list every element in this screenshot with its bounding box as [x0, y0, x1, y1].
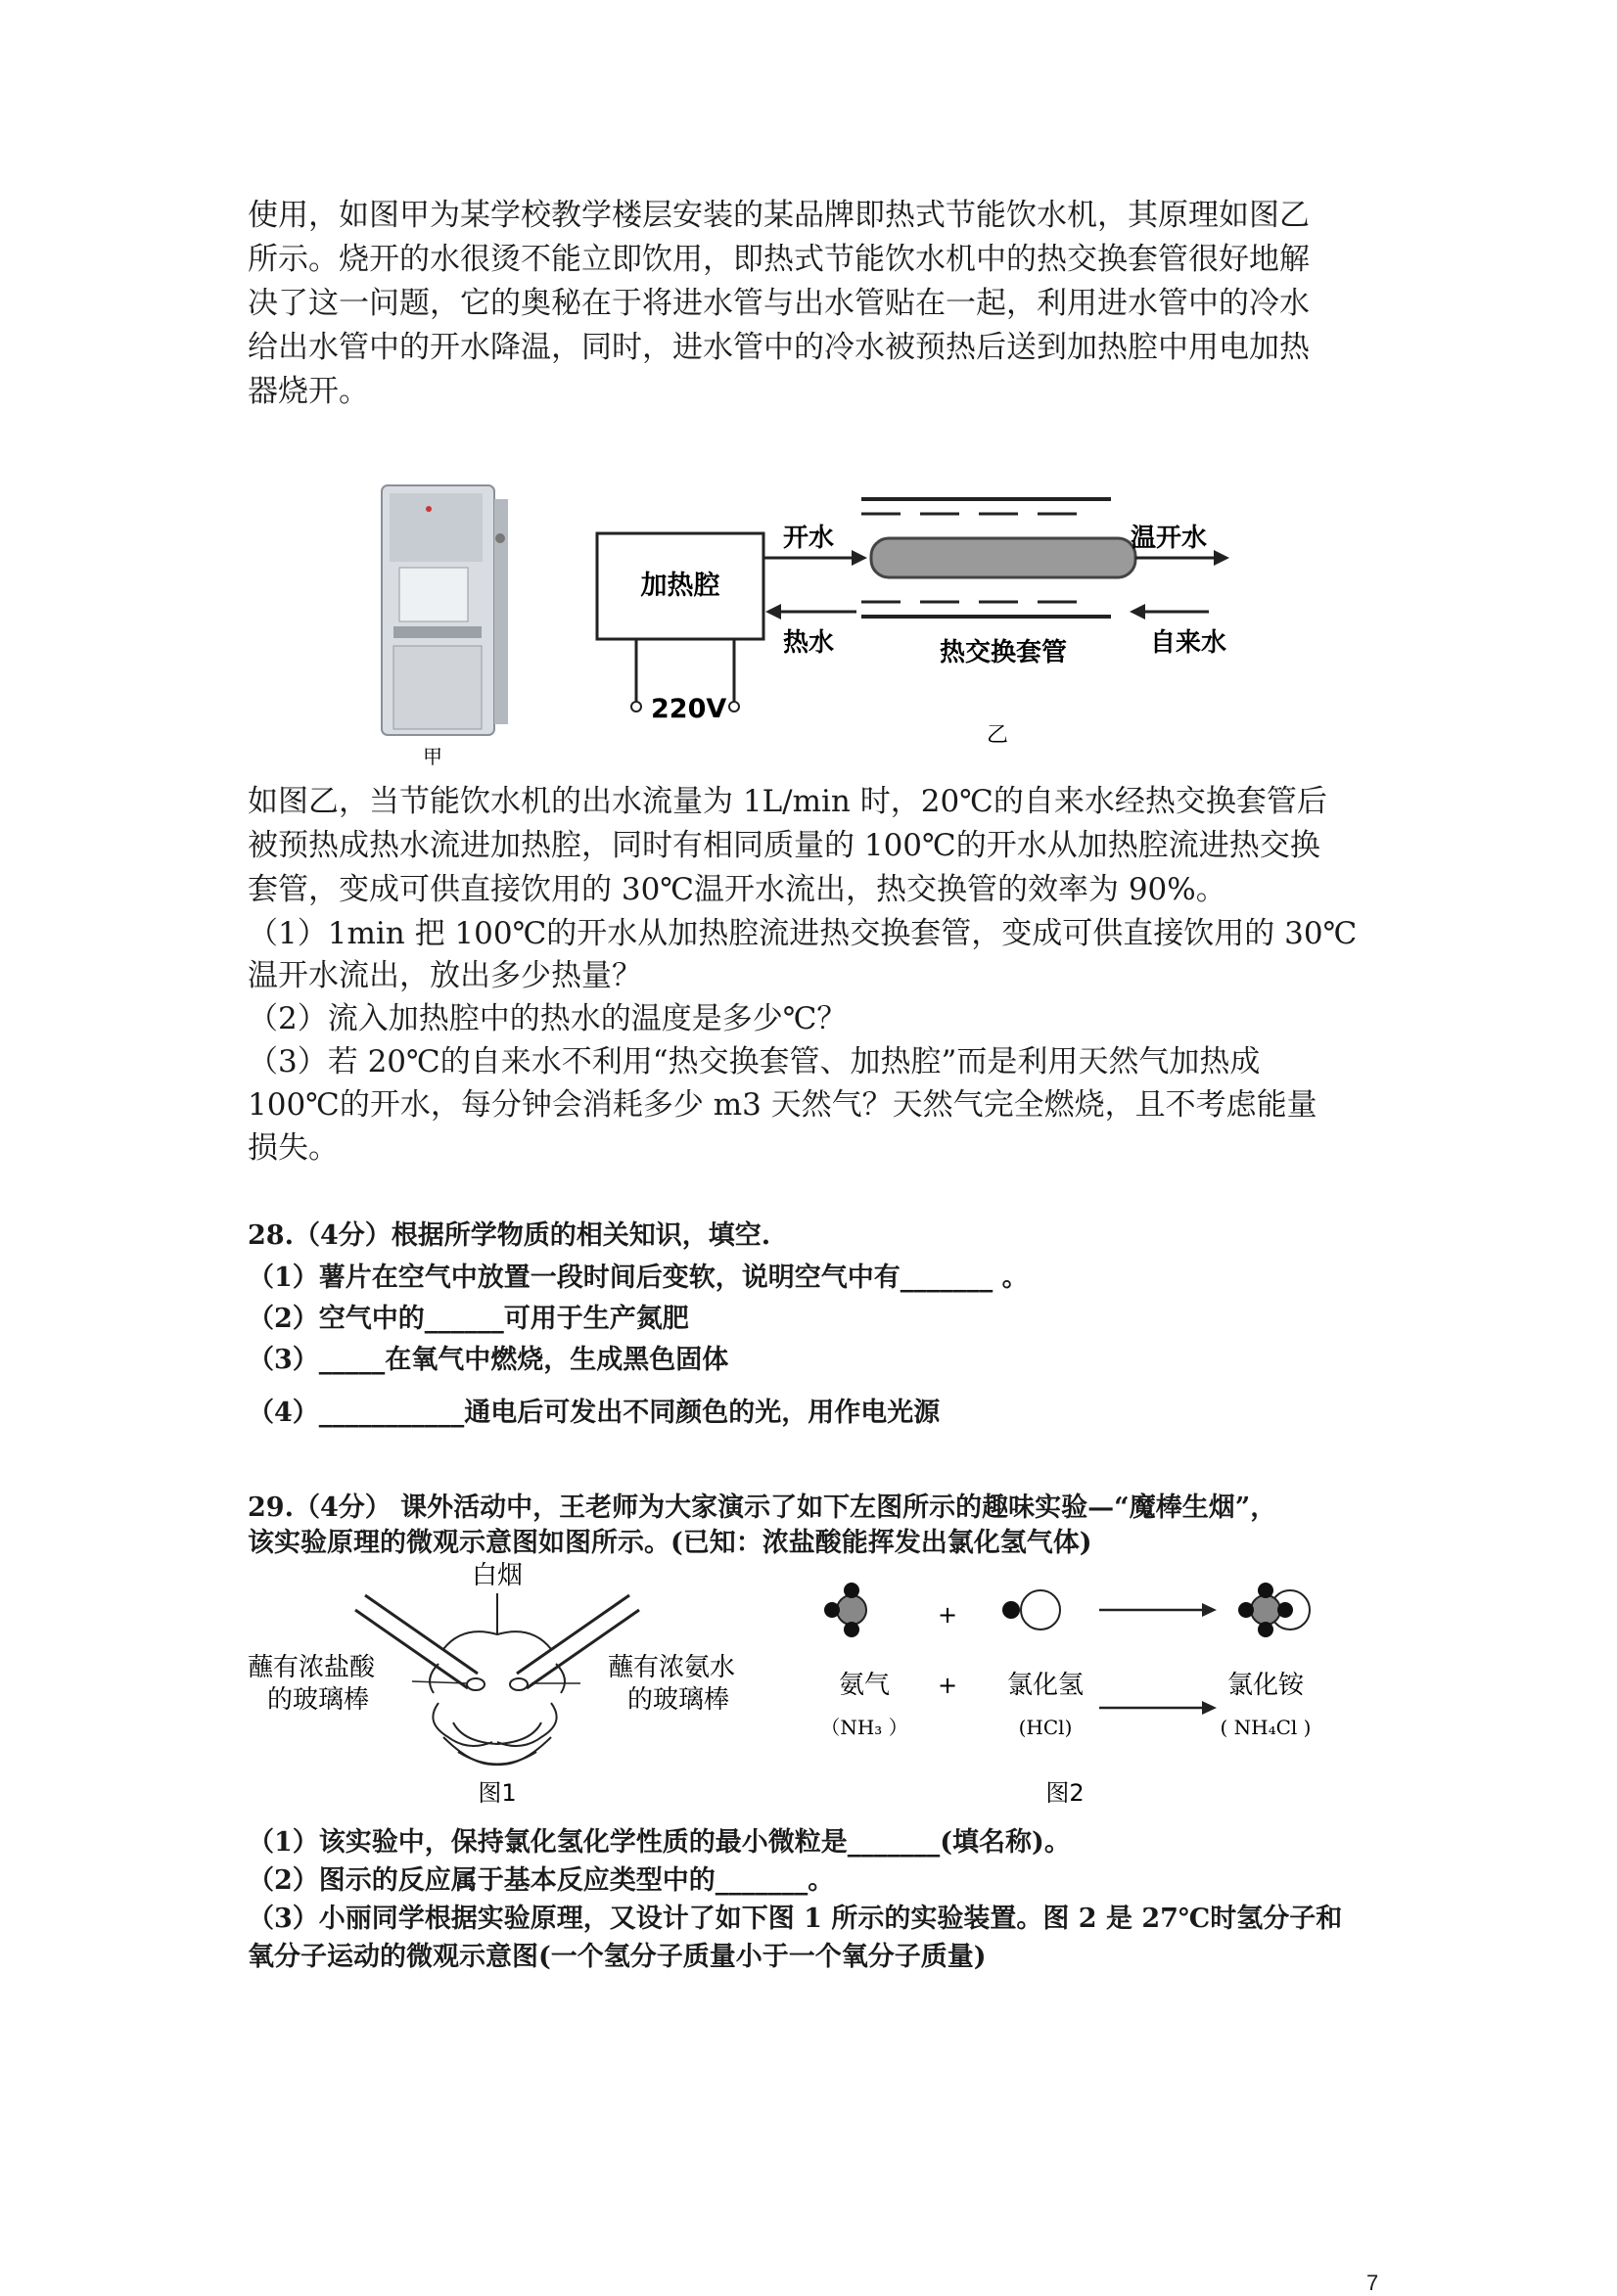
problem-line: 100℃的开水，每分钟会消耗多少 m3 天然气？天然气完全燃烧，且不考虑能量: [248, 1087, 1317, 1123]
boiling-water-label: 开水: [783, 524, 835, 553]
ammonia-label: 氨气: [838, 1671, 891, 1700]
problem-line: （3）若 20℃的自来水不利用“热交换套管、加热腔”而是利用天然气加热成: [248, 1044, 1261, 1079]
problem-28-item: （1）薯片在空气中放置一段时间后变软，说明空气中有_______ 。: [248, 1263, 1029, 1293]
fig1-label: 图1: [478, 1779, 517, 1807]
water-dispenser-image: [382, 485, 508, 735]
problem-line: 套管，变成可供直接饮用的 30℃温开水流出，热交换管的效率为 90%。: [248, 872, 1226, 907]
problem-line: 温开水流出，放出多少热量？: [248, 958, 642, 993]
hcl-label: 氯化氢: [1006, 1671, 1085, 1700]
problem-28-item: （4）___________通电后可发出不同颜色的光，用作电光源: [248, 1398, 941, 1428]
smoke-swirls: [430, 1631, 565, 1765]
left-rod-label: 的玻璃棒: [267, 1685, 370, 1715]
page-number: 7: [1366, 2271, 1379, 2295]
problem-line: 损失。: [248, 1130, 339, 1166]
problem-29-item: （2）图示的反应属于基本反应类型中的_______。: [248, 1865, 835, 1896]
problem-29-title: 29.（4分） 课外活动中，王老师为大家演示了如下左图所示的趣味实验—“魔棒生烟”，: [248, 1492, 1277, 1523]
warm-water-label: 温开水: [1131, 524, 1208, 553]
problem-29-item: （3）小丽同学根据实验原理，又设计了如下图 1 所示的实验装置。图 2 是 27℃时氢分子和: [248, 1904, 1343, 1934]
problem-29-item: 氧分子运动的微观示意图(一个氢分子质量小于一个氧分子质量): [248, 1942, 987, 1972]
water-dispenser-figure: [372, 480, 1253, 773]
plus-sign: +: [937, 1672, 958, 1699]
right-rod-label: 的玻璃棒: [627, 1685, 730, 1715]
white-smoke-label: 白烟: [471, 1561, 524, 1590]
problem-line: 被预热成热水流进加热腔，同时有相同质量的 100℃的开水从加热腔流进热交换: [248, 828, 1320, 863]
problem-line: 如图乙，当节能饮水机的出水流量为 1L/min 时，20℃的自来水经热交换套管后: [248, 784, 1327, 819]
inner-pipe: [871, 538, 1135, 577]
tap-water-label: 自来水: [1150, 628, 1227, 658]
left-rod-label: 蘸有浓盐酸: [248, 1653, 376, 1682]
problem-28-item: （3）_____在氧气中燃烧，生成黑色固体: [248, 1345, 729, 1375]
problem-29-item: （1）该实验中，保持氯化氢化学性质的最小微粒是_______(填名称)。: [248, 1827, 1071, 1858]
hcl-formula: (HCl): [1018, 1716, 1073, 1739]
intro-line: 器烧开。: [248, 374, 369, 409]
heating-chamber-label: 加热腔: [640, 571, 720, 601]
problem-line: （1）1min 把 100℃的开水从加热腔流进热交换套管，变成可供直接饮用的 30℃: [248, 916, 1358, 951]
heat-exchange-sleeve-label: 热交换套管: [939, 638, 1068, 667]
problem-line: （2）流入加热腔中的热水的温度是多少℃？: [248, 1001, 848, 1036]
problem-28-title: 28.（4分）根据所学物质的相关知识，填空.: [248, 1220, 771, 1251]
voltage-label: 220V: [651, 694, 727, 724]
fig2-label: 图2: [1045, 1779, 1085, 1807]
ammonia-formula: （NH₃ ）: [820, 1716, 908, 1739]
label-yi: 乙: [987, 723, 1009, 748]
label-jia: 甲: [423, 745, 442, 768]
ammonium-chloride-molecule: [1238, 1583, 1310, 1637]
intro-line: 所示。烧开的水很烫不能立即饮用，即热式节能饮水机中的热交换套管很好地解: [248, 242, 1310, 277]
hcl-molecule: [1002, 1590, 1060, 1630]
nh4cl-label: 氯化铵: [1226, 1671, 1305, 1700]
intro-line: 给出水管中的开水降温，同时，进水管中的冷水被预热后送到加热腔中用电加热: [248, 330, 1310, 365]
plus-sign: +: [937, 1601, 958, 1629]
problem-29-title: 该实验原理的微观示意图如图所示。(已知：浓盐酸能挥发出氯化氢气体): [248, 1528, 1092, 1558]
problem-28-item: （2）空气中的______可用于生产氮肥: [248, 1304, 689, 1334]
intro-line: 使用，如图甲为某学校教学楼层安装的某品牌即热式节能饮水机，其原理如图乙: [248, 198, 1310, 233]
ammonia-molecule: [824, 1583, 866, 1637]
nh4cl-formula: ( NH₄Cl ): [1220, 1716, 1312, 1739]
right-rod-label: 蘸有浓氨水: [608, 1653, 736, 1682]
hot-water-label: 热水: [783, 628, 835, 658]
magic-rod-figure: [248, 1556, 1383, 1820]
intro-line: 决了这一问题，它的奥秘在于将进水管与出水管贴在一起，利用进水管中的冷水: [248, 286, 1310, 321]
